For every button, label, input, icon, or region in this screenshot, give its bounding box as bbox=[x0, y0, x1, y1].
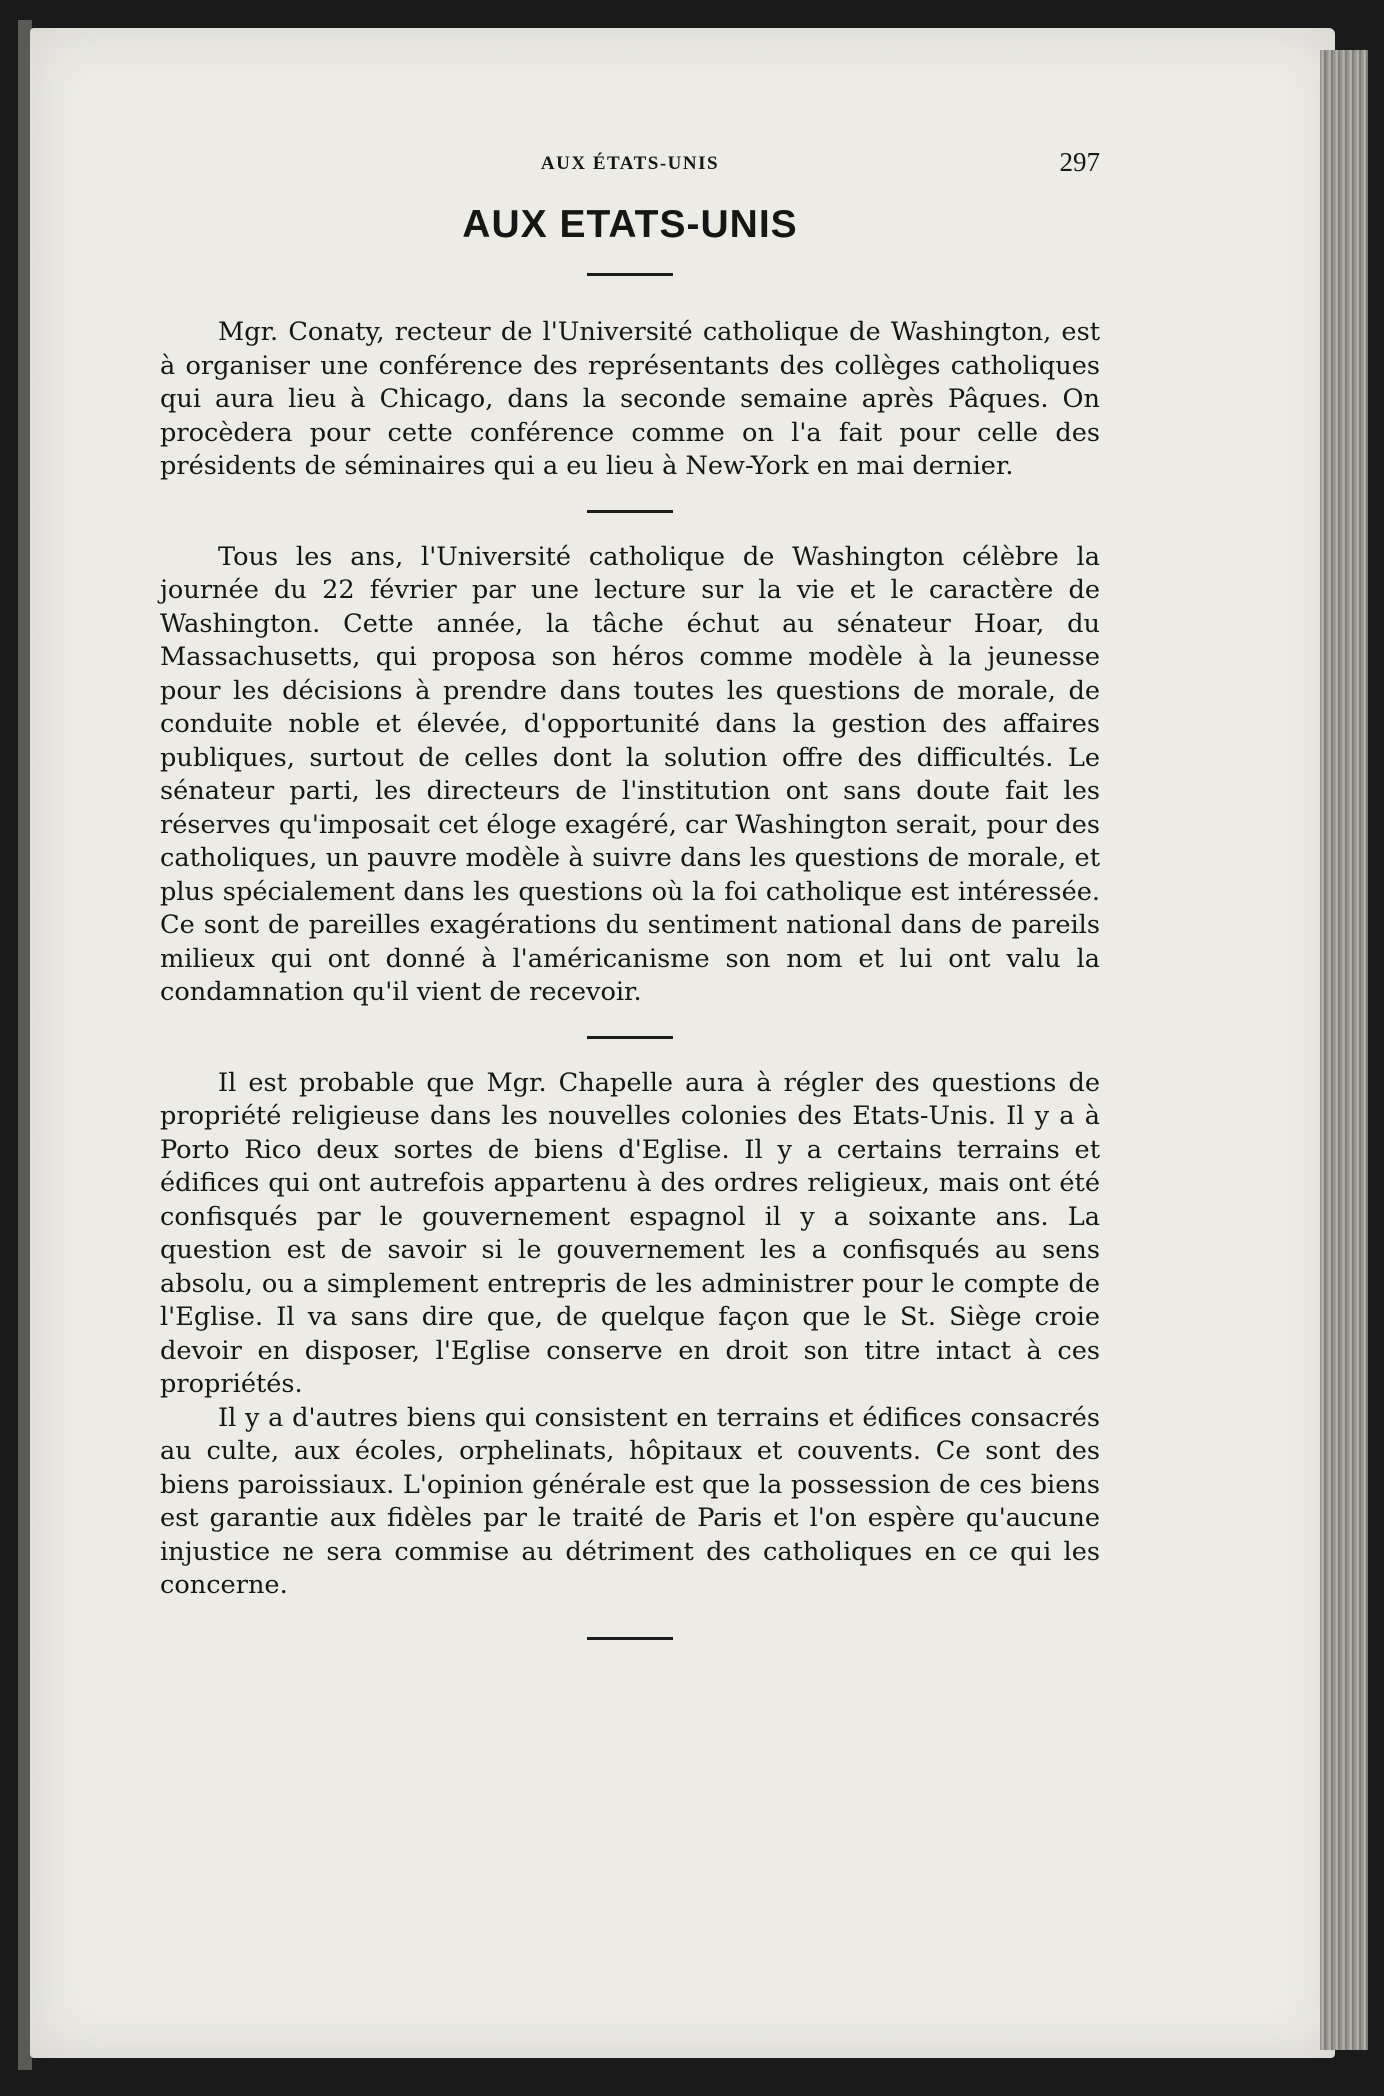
section-title: AUX ETATS-UNIS bbox=[462, 203, 798, 246]
end-divider bbox=[587, 1637, 673, 1640]
paragraph-chapelle: Il est probable que Mgr. Chapelle aura à régler des questions de propriété religieuse dans les nouvelles colonies des Etats-Unis. Il y a à Porto Rico deux sortes de biens d'Eglise. Il y a certains terrains et édifices qui ont autrefois appartenu à des ordres religieux, mais ont été confisqués par le gouvernement espagnol il y a soixante ans. La question est de savoir si le gouvernement les a confisqués au sens absolu, ou a simplement entrepris de les administrer pour le compte de l'Eglise. Il va sans dire que, de quelque façon que le St. Siège croie devoir en disposer, l'Eglise conserve en droit son titre intact à ces propriétés. bbox=[160, 1067, 1100, 1399]
paragraph-washington: Tous les ans, l'Université catholique de Washington célèbre la journée du 22 février par une lecture sur la vie et le caractère de Washington. Cette année, la tâche échut au sénateur Hoar, du Massachusetts, qui proposa son héros comme modèle à la jeunesse pour les décisions à prendre dans toutes les questions de morale, de conduite noble et élevée, d'opportunité dans la gestion des affaires publiques, surtout de celles dont la solution offre des difficultés. Le sénateur parti, les directeurs de l'institution ont sans doute fait les réserves qu'imposait cet éloge exagéré, car Washington serait, pour des catholiques, un pauvre modèle à suivre dans les questions de morale, et plus spécialement dans les questions où la foi catholique est intéressée. Ce sont de pareilles exagérations du sentiment national dans de pareils milieux qui ont donné à l'américanisme son nom et lui ont valu la condamnation qu'il vient de recevoir. bbox=[160, 541, 1100, 1007]
running-header bbox=[160, 145, 1100, 195]
page-stack-edge bbox=[1320, 50, 1368, 2050]
section-divider bbox=[587, 510, 673, 513]
paragraph-conaty: Mgr. Conaty, recteur de l'Université catholique de Washington, est à organiser une conférence des représentants des collèges catholiques qui aura lieu à Chicago, dans la seconde semaine après Pâques. On procèdera pour cette conférence comme on l'a fait pour celle des présidents de séminaires qui a eu lieu à New-York en mai dernier. bbox=[160, 317, 1100, 481]
section-divider bbox=[587, 273, 673, 276]
running-title: AUX ÉTATS-UNIS bbox=[540, 153, 720, 174]
paragraph-biens: Il y a d'autres biens qui consistent en terrains et édifices consacrés au culte, aux écoles, orphelinats, hôpitaux et couvents. Ce sont des biens paroissiaux. L'opinion générale est que la possession de ces biens est garantie aux fidèles par le traité de Paris et l'on espère qu'aucune injustice ne sera commise au détriment des catholiques en ce qui les concerne. bbox=[160, 1402, 1100, 1600]
page-content bbox=[160, 145, 1100, 1640]
page-number: 297 bbox=[1059, 147, 1100, 177]
section-divider bbox=[587, 1036, 673, 1039]
